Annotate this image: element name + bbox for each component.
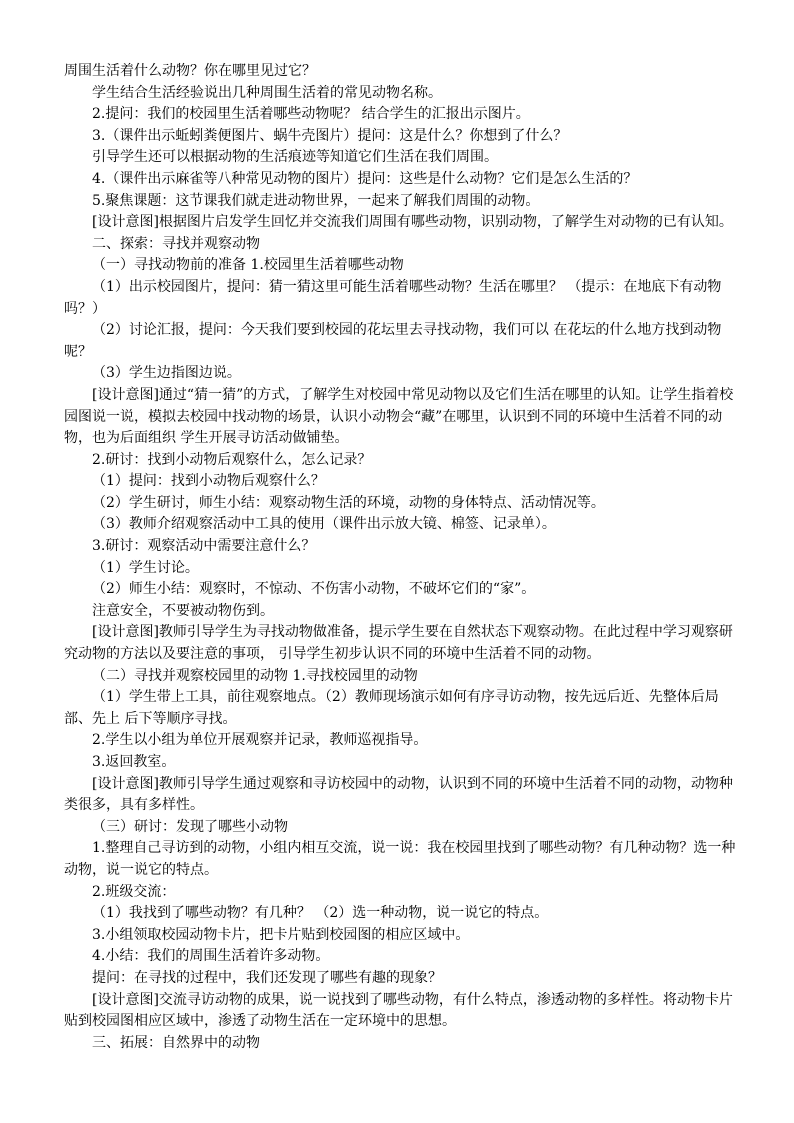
paragraph: 学生结合生活经验说出几种周围生活着的常见动物名称。 — [92, 84, 442, 101]
paragraph: 3.研讨：观察活动中需要注意什么？ — [92, 538, 316, 555]
paragraph: （1）学生带上工具，前往观察地点。（2）教师现场演示如何有序寻访动物，按先远后近、先整体后局部、先上 后下等顺序寻找。 — [64, 689, 719, 727]
paragraph: 3.（课件出示蚯蚓粪便图片、蜗牛壳图片）提问：这是什么？你想到了什么？ — [92, 127, 568, 144]
paragraph: 引导学生还可以根据动物的生活痕迹等知道它们生活在我们周围。 — [92, 149, 498, 166]
paragraph: （3）教师介绍观察活动中工具的使用（课件出示放大镜、棉签、记录单）。 — [92, 516, 556, 533]
document-body — [64, 61, 740, 1054]
design-intent-paragraph: [设计意图]教师引导学生为寻找动物做准备，提示学生要在自然状态下观察动物。在此过程中学习观察研究动物的方法以及要注意的事项， 引导学生初步认识不同的环境中生活着不同的动物。 — [64, 624, 733, 663]
paragraph: 4.小结：我们的周围生活着许多动物。 — [92, 948, 330, 965]
paragraph: 2.班级交流： — [92, 883, 176, 900]
subsection-heading: （二）寻找并观察校园里的动物 1.寻找校园里的动物 — [92, 667, 418, 684]
design-intent-paragraph: [设计意图]交流寻访动物的成果，说一说找到了哪些动物，有什么特点，渗透动物的多样性。将动物卡片贴到校园图相应区域中，渗透了动物生活在一定环境中的思想。 — [64, 991, 733, 1030]
paragraph: 4.（课件出示麻雀等八种常见动物的图片）提问：这些是什么动物？它们是怎么生活的？ — [92, 170, 638, 187]
paragraph: （2）学生研讨，师生小结：观察动物生活的环境，动物的身体特点、活动情况等。 — [92, 494, 605, 511]
design-intent-paragraph: [设计意图]通过“猜一猜”的方式，了解学生对校园中常见动物以及它们生活在哪里的认知。让学生指着校园图说一说，模拟去校园中找动物的场景，认识小动物会“藏”在哪里，认识到不同的环境中生活着不同的动物，也为后面组织 学生开展寻访活动做铺垫。 — [64, 386, 734, 447]
paragraph: 提问：在寻找的过程中，我们还发现了哪些有趣的现象？ — [92, 969, 442, 986]
paragraph: （1）提问：找到小动物后观察什么？ — [92, 473, 325, 490]
paragraph: （1）出示校园图片，提问：猜一猜这里可能生活着哪些动物？生活在哪里？ （提示：在地底下有动物吗？） — [64, 278, 722, 317]
section-heading: 二、探索：寻找并观察动物 — [92, 235, 260, 252]
paragraph: 注意安全，不要被动物伤到。 — [92, 602, 274, 619]
design-intent-paragraph: [设计意图]教师引导学生通过观察和寻访校园中的动物，认识到不同的环境中生活着不同的动物，动物种类很多，具有多样性。 — [64, 775, 733, 814]
paragraph: 2.学生以小组为单位开展观察并记录，教师巡视指导。 — [92, 732, 428, 749]
paragraph: 2.研讨：找到小动物后观察什么，怎么记录？ — [92, 451, 372, 468]
paragraph: 3.小组领取校园动物卡片，把卡片贴到校园图的相应区域中。 — [92, 926, 470, 943]
paragraph: 1.整理自己寻访到的动物，小组内相互交流，说一说：我在校园里找到了哪些动物？有几种动物？选一种动物，说一说它的特点。 — [64, 840, 736, 878]
subsection-heading: （三）研讨：发现了哪些小动物 — [92, 818, 288, 835]
paragraph: 2.提问：我们的校园里生活着哪些动物呢？ 结合学生的汇报出示图片。 — [92, 106, 530, 123]
paragraph: （2）师生小结：观察时，不惊动、不伤害小动物，不破坏它们的“家”。 — [92, 581, 536, 598]
paragraph: （1）学生讨论。 — [92, 559, 199, 576]
paragraph: （3）学生边指图边说。 — [92, 365, 241, 382]
paragraph: （2）讨论汇报，提问：今天我们要到校园的花坛里去寻找动物，我们可以 在花坛的什么地方找到动物呢？ — [64, 322, 722, 360]
design-intent-paragraph: [设计意图]根据图片启发学生回忆并交流我们周围有哪些动物，识别动物，了解学生对动物的已有认知。 — [92, 214, 733, 231]
section-heading: 三、拓展：自然界中的动物 — [92, 1034, 260, 1051]
subsection-heading: （一）寻找动物前的准备 1.校园里生活着哪些动物 — [92, 257, 404, 274]
paragraph: （1）我找到了哪些动物？有几种？ （2）选一种动物，说一说它的特点。 — [92, 905, 549, 922]
paragraph: 周围生活着什么动物？你在哪里见过它？ — [64, 63, 316, 79]
paragraph: 3.返回教室。 — [92, 754, 176, 770]
paragraph: 5.聚焦课题：这节课我们就走进动物世界，一起来了解我们周围的动物。 — [92, 192, 540, 209]
